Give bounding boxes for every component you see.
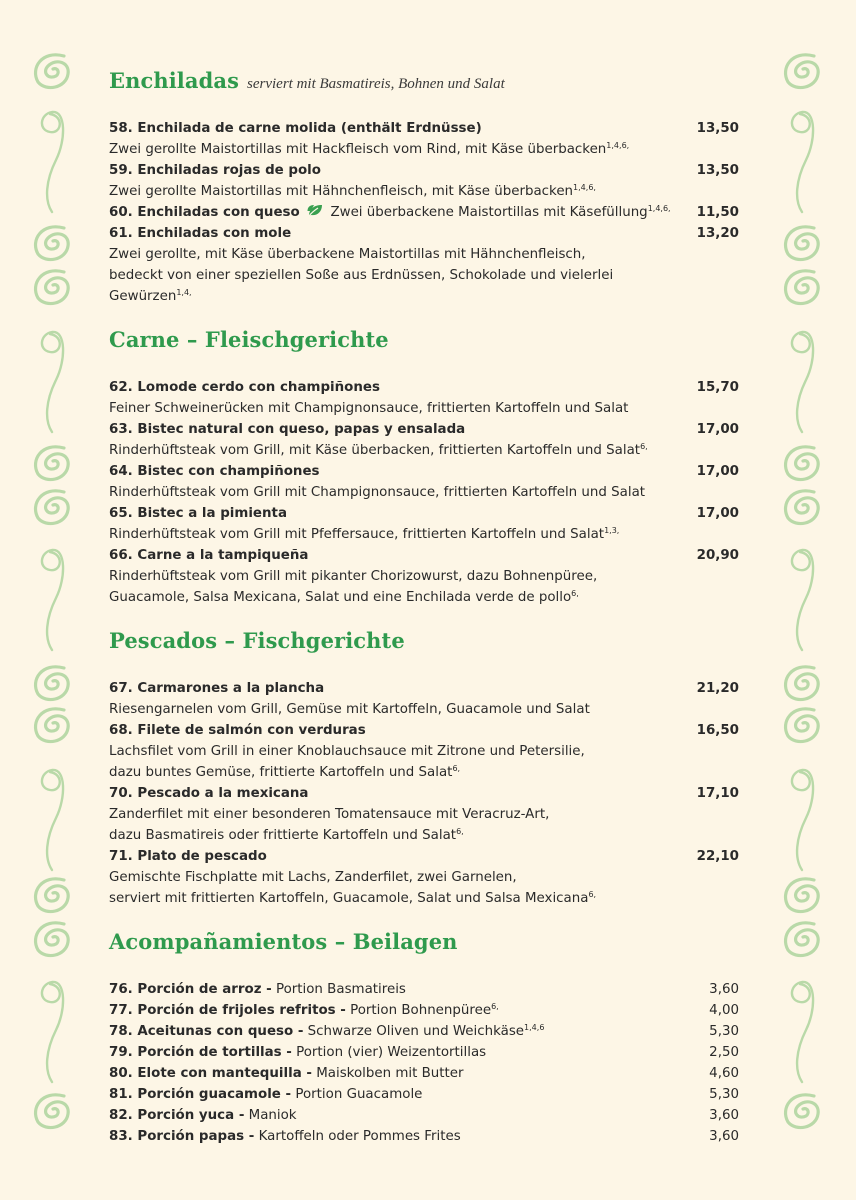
item-name: 66. Carne a la tampiqueña: [109, 548, 309, 563]
item-price: 11,50: [696, 205, 739, 220]
item-price: 22,10: [696, 849, 739, 864]
item-description: Zwei gerollte Maistortillas mit Hähnchenfleisch, mit Käse überbacken: [109, 184, 574, 199]
section-subtitle: serviert mit Basmatireis, Bohnen und Salat: [247, 76, 505, 92]
menu-item: [109, 461, 739, 503]
menu-item: [109, 503, 739, 545]
item-name: 76. Porción de arroz -: [109, 982, 272, 997]
section-title: Enchiladas: [109, 68, 240, 93]
allergen-codes: 6,: [588, 890, 597, 899]
item-description: Portion Bohnenpüree: [345, 1003, 492, 1018]
item-price: 5,30: [709, 1024, 739, 1039]
item-description: Riesengarnelen vom Grill, Gemüse mit Kartoffeln, Guacamole und Salat: [109, 702, 590, 717]
item-description: Maiskolben mit Butter: [311, 1066, 464, 1081]
allergen-codes: 1,4,6,: [647, 204, 671, 213]
section-carne: [109, 327, 739, 608]
item-name: 63. Bistec natural con queso, papas y ensalada: [109, 422, 466, 437]
item-description: Portion (vier) Weizentortillas: [291, 1045, 487, 1060]
section-pescados: [109, 628, 739, 909]
item-description: Kartoffeln oder Pommes Frites: [254, 1129, 461, 1144]
item-name: 81. Porción guacamole -: [109, 1087, 292, 1102]
side-dish-list: [109, 979, 739, 1147]
item-description: Zwei überbackene Maistortillas mit Käsefüllung: [330, 205, 648, 220]
allergen-codes: 1,4,6: [524, 1023, 545, 1032]
allergen-codes: 6,: [571, 589, 579, 598]
item-description: Rinderhüftsteak vom Grill mit Champignonsauce, frittierten Kartoffeln und Salat: [109, 485, 646, 500]
item-price: 16,50: [696, 723, 739, 738]
left-swirl-border: [22, 0, 82, 1200]
item-name: 82. Porción yuca -: [109, 1108, 245, 1123]
item-price: 17,10: [696, 786, 739, 801]
side-dish-row: [109, 1126, 739, 1147]
item-name: 58. Enchilada de carne molida (enthält Erdnüsse): [109, 121, 482, 136]
menu-item: [109, 545, 739, 608]
item-price: 13,20: [696, 226, 739, 241]
item-name: 80. Elote con mantequilla -: [109, 1066, 312, 1081]
item-name: 77. Porción de frijoles refritos -: [109, 1003, 346, 1018]
item-description: Zanderfilet mit einer besonderen Tomatensauce mit Veracruz-Art, dazu Basmatireis oder frittierte Kartoffeln und Salat: [109, 807, 550, 843]
item-description: Zwei gerollte, mit Käse überbackene Maistortillas mit Hähnchenfleisch, bedeckt von einer speziellen Soße aus Erdnüssen, Schokolade und vielerlei Gewürzen: [109, 247, 614, 304]
item-description: Lachsfilet vom Grill in einer Knoblauchsauce mit Zitrone und Petersilie, dazu buntes Gemüse, frittierte Kartoffeln und Salat: [109, 744, 585, 780]
right-swirl-border: [772, 0, 832, 1200]
item-price: 17,00: [696, 464, 739, 479]
menu-item: [109, 678, 739, 720]
item-description: Schwarze Oliven und Weichkäse: [303, 1024, 525, 1039]
item-price: 2,50: [709, 1045, 739, 1060]
side-dish-row: [109, 1021, 739, 1042]
item-price: 17,00: [696, 506, 739, 521]
item-description: Feiner Schweinerücken mit Champignonsauce, frittierten Kartoffeln und Salat: [109, 401, 629, 416]
item-price: 4,00: [709, 1003, 739, 1018]
item-price: 3,60: [709, 1108, 739, 1123]
menu-item: [109, 419, 739, 461]
section-enchiladas: [109, 68, 739, 307]
allergen-codes: 1,4,6,: [606, 141, 630, 150]
leaf-icon: [307, 204, 327, 220]
item-name: 65. Bistec a la pimienta: [109, 506, 287, 521]
item-description: Rinderhüftsteak vom Grill mit Pfeffersauce, frittierten Kartoffeln und Salat: [109, 527, 605, 542]
item-price: 17,00: [696, 422, 739, 437]
item-price: 3,60: [709, 982, 739, 997]
side-dish-row: [109, 1105, 739, 1126]
menu-item: [109, 783, 739, 846]
item-name: 70. Pescado a la mexicana: [109, 786, 309, 801]
item-name: 62. Lomode cerdo con champiñones: [109, 380, 380, 395]
section-title: Pescados – Fischgerichte: [109, 628, 405, 653]
menu-item: [109, 118, 739, 160]
menu-item: [109, 160, 739, 202]
item-name: 68. Filete de salmón con verduras: [109, 723, 366, 738]
item-description: Portion Basmatireis: [271, 982, 406, 997]
item-price: 5,30: [709, 1087, 739, 1102]
item-price: 20,90: [696, 548, 739, 563]
item-price: 21,20: [696, 681, 739, 696]
section-title: Carne – Fleischgerichte: [109, 327, 389, 352]
side-dish-row: [109, 1042, 739, 1063]
item-description: Maniok: [244, 1108, 297, 1123]
item-name: 79. Porción de tortillas -: [109, 1045, 292, 1060]
item-name: 61. Enchiladas con mole: [109, 226, 292, 241]
item-price: 4,60: [709, 1066, 739, 1081]
item-price: 13,50: [696, 163, 739, 178]
allergen-codes: 1,3,: [604, 526, 620, 535]
item-name: 59. Enchiladas rojas de polo: [109, 163, 321, 178]
menu-item: [109, 223, 739, 307]
section-beilagen: [109, 929, 739, 1147]
allergen-codes: 6,: [456, 827, 464, 836]
item-name: 64. Bistec con champiñones: [109, 464, 320, 479]
side-dish-row: [109, 1063, 739, 1084]
menu-page: [109, 68, 739, 1147]
item-price: 15,70: [696, 380, 739, 395]
allergen-codes: 1,4,6,: [573, 183, 596, 192]
allergen-codes: 6,: [491, 1002, 499, 1011]
side-dish-row: [109, 1084, 739, 1105]
item-name: 83. Porción papas -: [109, 1129, 255, 1144]
allergen-codes: 6,: [452, 764, 461, 773]
item-price: 13,50: [696, 121, 739, 136]
section-title: Acompañamientos – Beilagen: [109, 929, 458, 954]
item-description: Rinderhüftsteak vom Grill mit pikanter Chorizowurst, dazu Bohnenpüree, Guacamole, Salsa Mexicana, Salat und eine Enchilada verde de pollo: [109, 569, 598, 605]
menu-item: [109, 202, 739, 223]
side-dish-row: [109, 979, 739, 1000]
menu-item: [109, 377, 739, 419]
item-price: 3,60: [709, 1129, 739, 1144]
item-description: Rinderhüftsteak vom Grill, mit Käse überbacken, frittierten Kartoffeln und Salat: [109, 443, 641, 458]
item-name: 78. Aceitunas con queso -: [109, 1024, 304, 1039]
item-description: Zwei gerollte Maistortillas mit Hackfleisch vom Rind, mit Käse überbacken: [109, 142, 607, 157]
item-name: 67. Carmarones a la plancha: [109, 681, 325, 696]
menu-item: [109, 720, 739, 783]
allergen-codes: 1,4,: [176, 288, 192, 297]
allergen-codes: 6,: [640, 442, 648, 451]
menu-item: [109, 846, 739, 909]
item-description: Gemischte Fischplatte mit Lachs, Zanderfilet, zwei Garnelen, serviert mit frittierten Kartoffeln, Guacamole, Salat und Salsa Mexicana: [109, 870, 589, 906]
item-description: Portion Guacamole: [291, 1087, 423, 1102]
item-name: 71. Plato de pescado: [109, 849, 267, 864]
item-name: 60. Enchiladas con queso: [109, 205, 300, 220]
side-dish-row: [109, 1000, 739, 1021]
